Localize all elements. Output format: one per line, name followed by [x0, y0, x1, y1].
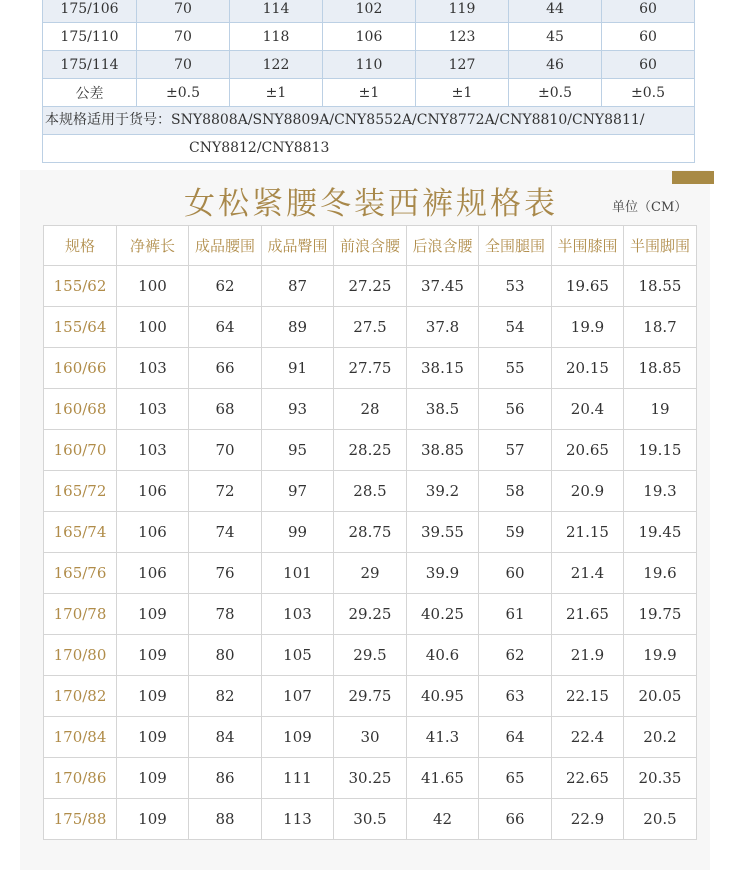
column-header: 后浪含腰	[407, 226, 479, 266]
tolerance-cell: ±1	[323, 79, 416, 107]
table-cell: 63	[479, 676, 552, 717]
table-cell: 97	[262, 471, 334, 512]
top-table-cell: 122	[230, 51, 323, 79]
table-cell: 28.25	[334, 430, 407, 471]
table-cell: 76	[189, 553, 262, 594]
table-cell: 99	[262, 512, 334, 553]
top-table-cell: 123	[416, 23, 509, 51]
table-cell: 109	[117, 635, 189, 676]
table-cell: 100	[117, 266, 189, 307]
top-table-cell: 60	[602, 23, 695, 51]
size-cell: 155/64	[44, 307, 117, 348]
table-cell: 66	[189, 348, 262, 389]
table-cell: 19.9	[624, 635, 697, 676]
table-cell: 100	[117, 307, 189, 348]
table-row	[44, 717, 697, 758]
table-cell: 41.3	[407, 717, 479, 758]
size-cell: 160/66	[44, 348, 117, 389]
table-cell: 40.6	[407, 635, 479, 676]
table-cell: 19.15	[624, 430, 697, 471]
table-cell: 18.7	[624, 307, 697, 348]
table-cell: 109	[117, 594, 189, 635]
table-cell: 39.9	[407, 553, 479, 594]
table-cell: 20.4	[552, 389, 624, 430]
column-header: 规格	[44, 226, 117, 266]
size-cell: 165/74	[44, 512, 117, 553]
table-cell: 61	[479, 594, 552, 635]
table-row	[44, 553, 697, 594]
table-cell: 20.35	[624, 758, 697, 799]
table-cell: 106	[117, 512, 189, 553]
table-cell: 103	[117, 389, 189, 430]
table-cell: 21.65	[552, 594, 624, 635]
table-cell: 109	[117, 676, 189, 717]
table-cell: 89	[262, 307, 334, 348]
table-cell: 55	[479, 348, 552, 389]
table-cell: 109	[117, 799, 189, 840]
table-cell: 39.55	[407, 512, 479, 553]
table-cell: 74	[189, 512, 262, 553]
table-cell: 21.4	[552, 553, 624, 594]
header-row	[44, 226, 697, 266]
table-cell: 109	[117, 717, 189, 758]
note-line-1: 本规格适用于货号：SNY8808A/SNY8809A/CNY8552A/CNY8772A/CNY8810/CNY8811/	[43, 107, 695, 135]
table-cell: 103	[117, 430, 189, 471]
column-header: 半围膝围	[552, 226, 624, 266]
table-row	[44, 430, 697, 471]
table-cell: 66	[479, 799, 552, 840]
top-table-cell: 114	[230, 0, 323, 23]
unit-label: 单位（CM）	[612, 200, 688, 215]
tolerance-cell: ±0.5	[602, 79, 695, 107]
size-cell: 170/82	[44, 676, 117, 717]
table-row	[44, 266, 697, 307]
table-cell: 27.75	[334, 348, 407, 389]
top-table-cell: 175/110	[43, 23, 137, 51]
table-cell: 40.25	[407, 594, 479, 635]
tolerance-cell: ±0.5	[509, 79, 602, 107]
table-cell: 106	[117, 471, 189, 512]
table-row	[44, 758, 697, 799]
top-table-cell: 70	[137, 51, 230, 79]
table-cell: 38.5	[407, 389, 479, 430]
table-row	[44, 471, 697, 512]
table-cell: 22.9	[552, 799, 624, 840]
size-cell: 170/80	[44, 635, 117, 676]
top-table-cell: 60	[602, 0, 695, 23]
table-cell: 29	[334, 553, 407, 594]
table-cell: 19.9	[552, 307, 624, 348]
table-cell: 59	[479, 512, 552, 553]
table-cell: 82	[189, 676, 262, 717]
table-cell: 72	[189, 471, 262, 512]
top-table-cell: 106	[323, 23, 416, 51]
size-cell: 165/72	[44, 471, 117, 512]
table-cell: 106	[117, 553, 189, 594]
tolerance-cell: 公差	[43, 79, 137, 107]
table-cell: 105	[262, 635, 334, 676]
table-row	[44, 389, 697, 430]
table-cell: 20.15	[552, 348, 624, 389]
table-cell: 65	[479, 758, 552, 799]
table-cell: 37.45	[407, 266, 479, 307]
table-cell: 62	[479, 635, 552, 676]
table-cell: 95	[262, 430, 334, 471]
top-table-cell: 175/114	[43, 51, 137, 79]
table-row	[44, 676, 697, 717]
table-cell: 29.75	[334, 676, 407, 717]
table-cell: 88	[189, 799, 262, 840]
table-row	[44, 635, 697, 676]
table-cell: 38.15	[407, 348, 479, 389]
table-cell: 19.6	[624, 553, 697, 594]
table-cell: 19.45	[624, 512, 697, 553]
top-table-cell: 70	[137, 0, 230, 23]
top-size-table	[42, 0, 695, 163]
size-cell: 170/84	[44, 717, 117, 758]
top-table-cell: 60	[602, 51, 695, 79]
size-cell: 160/70	[44, 430, 117, 471]
table-cell: 22.65	[552, 758, 624, 799]
table-cell: 62	[189, 266, 262, 307]
table-cell: 19	[624, 389, 697, 430]
top-table-row	[43, 51, 695, 79]
note-row	[43, 107, 695, 135]
top-table-cell: 70	[137, 23, 230, 51]
size-spec-table	[43, 225, 697, 840]
table-cell: 101	[262, 553, 334, 594]
table-cell: 18.85	[624, 348, 697, 389]
table-cell: 27.5	[334, 307, 407, 348]
table-cell: 68	[189, 389, 262, 430]
table-cell: 54	[479, 307, 552, 348]
note-line-2: CNY8812/CNY8813	[43, 135, 695, 163]
table-cell: 103	[117, 348, 189, 389]
table-cell: 60	[479, 553, 552, 594]
size-cell: 170/86	[44, 758, 117, 799]
column-header: 成品臀围	[262, 226, 334, 266]
table-cell: 20.5	[624, 799, 697, 840]
tolerance-cell: ±1	[230, 79, 323, 107]
column-header: 半围脚围	[624, 226, 697, 266]
table-cell: 38.85	[407, 430, 479, 471]
table-cell: 39.2	[407, 471, 479, 512]
table-row	[44, 512, 697, 553]
top-table-cell: 175/106	[43, 0, 137, 23]
note-row	[43, 135, 695, 163]
table-cell: 29.25	[334, 594, 407, 635]
top-table-cell: 119	[416, 0, 509, 23]
table-row	[44, 799, 697, 840]
table-cell: 70	[189, 430, 262, 471]
top-table-cell: 45	[509, 23, 602, 51]
table-cell: 18.55	[624, 266, 697, 307]
table-cell: 20.05	[624, 676, 697, 717]
table-cell: 30.25	[334, 758, 407, 799]
table-row	[44, 307, 697, 348]
tolerance-cell: ±0.5	[137, 79, 230, 107]
table-cell: 53	[479, 266, 552, 307]
top-table-cell: 46	[509, 51, 602, 79]
column-header: 净裤长	[117, 226, 189, 266]
table-cell: 30.5	[334, 799, 407, 840]
table-cell: 87	[262, 266, 334, 307]
top-table-cell: 127	[416, 51, 509, 79]
table-cell: 20.65	[552, 430, 624, 471]
table-cell: 22.4	[552, 717, 624, 758]
column-header: 成品腰围	[189, 226, 262, 266]
table-cell: 107	[262, 676, 334, 717]
table-cell: 103	[262, 594, 334, 635]
top-table-cell: 110	[323, 51, 416, 79]
top-table-cell: 102	[323, 0, 416, 23]
table-cell: 113	[262, 799, 334, 840]
table-cell: 28	[334, 389, 407, 430]
table-cell: 91	[262, 348, 334, 389]
table-cell: 42	[407, 799, 479, 840]
table-cell: 27.25	[334, 266, 407, 307]
table-cell: 111	[262, 758, 334, 799]
table-cell: 28.5	[334, 471, 407, 512]
size-cell: 160/68	[44, 389, 117, 430]
table-row	[44, 594, 697, 635]
table-cell: 78	[189, 594, 262, 635]
table-cell: 29.5	[334, 635, 407, 676]
table-cell: 41.65	[407, 758, 479, 799]
table-cell: 86	[189, 758, 262, 799]
table-cell: 22.15	[552, 676, 624, 717]
table-cell: 57	[479, 430, 552, 471]
table-cell: 80	[189, 635, 262, 676]
table-cell: 56	[479, 389, 552, 430]
table-cell: 84	[189, 717, 262, 758]
table-cell: 19.65	[552, 266, 624, 307]
table-cell: 20.2	[624, 717, 697, 758]
table-cell: 64	[189, 307, 262, 348]
size-cell: 165/76	[44, 553, 117, 594]
table-cell: 20.9	[552, 471, 624, 512]
table-cell: 21.9	[552, 635, 624, 676]
table-cell: 28.75	[334, 512, 407, 553]
table-cell: 19.3	[624, 471, 697, 512]
table-cell: 37.8	[407, 307, 479, 348]
table-row	[44, 348, 697, 389]
top-table-cell: 118	[230, 23, 323, 51]
table-cell: 21.15	[552, 512, 624, 553]
size-cell: 155/62	[44, 266, 117, 307]
table-cell: 93	[262, 389, 334, 430]
column-header: 全围腿围	[479, 226, 552, 266]
column-header: 前浪含腰	[334, 226, 407, 266]
top-table-row	[43, 0, 695, 23]
top-table-row	[43, 23, 695, 51]
table-cell: 30	[334, 717, 407, 758]
size-cell: 170/78	[44, 594, 117, 635]
chart-title: 女松紧腰冬装西裤规格表	[184, 186, 558, 222]
table-cell: 40.95	[407, 676, 479, 717]
size-cell: 175/88	[44, 799, 117, 840]
table-cell: 19.75	[624, 594, 697, 635]
tolerance-row	[43, 79, 695, 107]
table-cell: 109	[262, 717, 334, 758]
table-cell: 58	[479, 471, 552, 512]
top-table-cell: 44	[509, 0, 602, 23]
tolerance-cell: ±1	[416, 79, 509, 107]
table-cell: 64	[479, 717, 552, 758]
table-cell: 109	[117, 758, 189, 799]
